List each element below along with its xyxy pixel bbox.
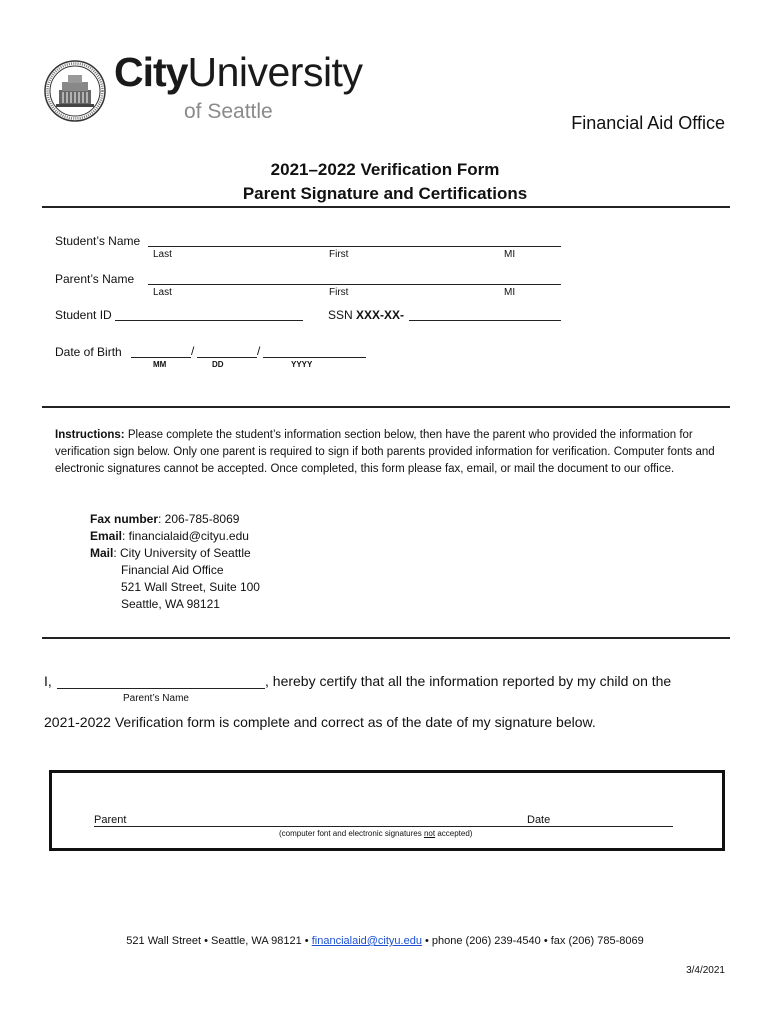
mail-line: Financial Aid Office [121, 563, 224, 577]
parent-signature-label: Parent [94, 814, 127, 826]
signature-note: (computer font and electronic signatures not accepted) [279, 829, 473, 838]
student-id-label: Student ID [55, 308, 112, 322]
student-id-field[interactable] [115, 320, 303, 321]
signature-date-label: Date [527, 814, 551, 826]
student-mi-hint: MI [504, 249, 516, 260]
office-name: Financial Aid Office [571, 113, 725, 133]
footer-email-link[interactable]: financialaid@cityu.edu [311, 935, 422, 947]
dob-separator: / [191, 344, 195, 358]
revision-date: 3/4/2021 [686, 965, 725, 976]
parent-signature-field[interactable] [94, 826, 673, 827]
signature-box [49, 770, 725, 851]
form-title: 2021–2022 Verification Form [270, 160, 500, 179]
instructions [55, 427, 735, 478]
divider [42, 406, 730, 408]
ssn-field[interactable] [409, 320, 561, 321]
student-first-hint: First [329, 249, 349, 260]
parent-name-field[interactable] [148, 284, 561, 285]
cert-parent-name-field[interactable] [57, 688, 265, 689]
ssn-label: SSN XXX-XX- [328, 308, 405, 322]
student-name-label: Student’s Name [55, 234, 141, 248]
dob-separator: / [257, 344, 261, 358]
dob-mm-hint: MM [153, 360, 167, 369]
university-wordmark-sub: of Seattle [184, 100, 273, 123]
divider [42, 637, 730, 639]
dob-label: Date of Birth [55, 345, 122, 359]
mail-line: 521 Wall Street, Suite 100 [121, 580, 260, 594]
ssn-prefix: XXX-XX- [356, 308, 405, 322]
mail-value: : City University of Seattle [113, 546, 251, 560]
student-last-hint: Last [153, 249, 172, 260]
cert-statement-line2: 2021-2022 Verification form is complete and correct as of the date of my signature below. [44, 714, 596, 730]
instructions-text: Please complete the student’s information section below, then have the parent who provided the information for verification sign below. Only one parent is required to sign if both parents provided information for verification. Computer fonts and electronic signatures cannot be accepted. Once completed, this form please fax, email, or mail the document to our office. [55, 429, 715, 475]
dob-month-field[interactable] [131, 357, 191, 358]
dob-yyyy-hint: YYYY [291, 360, 313, 369]
email-label: Email [90, 529, 123, 543]
mail-label: Mail [90, 546, 114, 560]
instructions-heading: Instructions: [55, 429, 125, 441]
university-wordmark: CityUniversity [114, 49, 363, 95]
dob-dd-hint: DD [212, 360, 224, 369]
parent-mi-hint: MI [504, 287, 516, 298]
parent-name-label: Parent’s Name [55, 272, 135, 286]
student-name-field[interactable] [148, 246, 561, 247]
cert-prefix: I, [44, 673, 52, 689]
mail-line: Seattle, WA 98121 [121, 597, 220, 611]
parent-first-hint: First [329, 287, 349, 298]
fax-label: Fax number [90, 512, 159, 526]
university-seal-logo [44, 60, 106, 122]
dob-year-field[interactable] [263, 357, 366, 358]
form-subtitle: Parent Signature and Certifications [242, 184, 528, 203]
dob-day-field[interactable] [197, 357, 257, 358]
fax-value: : 206-785-8069 [158, 512, 240, 526]
footer-contact: 521 Wall Street • Seattle, WA 98121 • financialaid@cityu.edu • phone (206) 239-4540 • fax (206) 785-8069 [126, 935, 644, 947]
cert-name-hint: Parent’s Name [123, 693, 189, 704]
email-value: : financialaid@cityu.edu [122, 529, 249, 543]
contact-block [90, 511, 260, 613]
divider [42, 206, 730, 208]
cert-statement: , hereby certify that all the information reported by my child on the [265, 673, 672, 689]
parent-last-hint: Last [153, 287, 172, 298]
